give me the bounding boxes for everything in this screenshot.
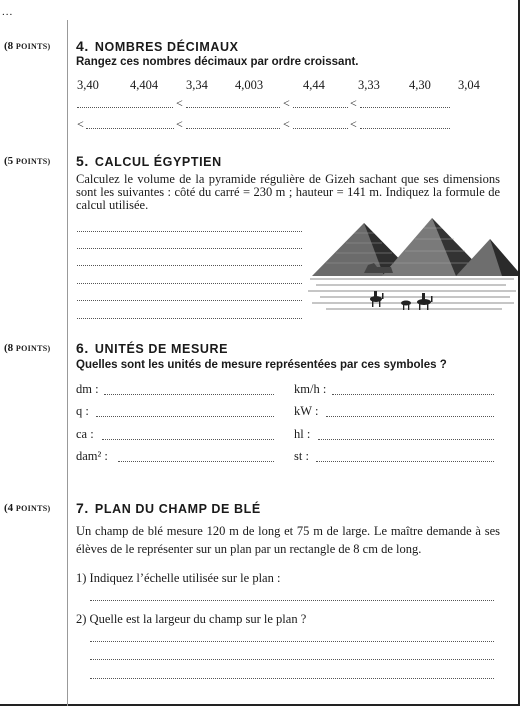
answer-line[interactable] (77, 300, 302, 301)
answer-blank[interactable] (318, 439, 494, 440)
decimal-number: 4,404 (130, 78, 159, 92)
answer-line[interactable] (77, 231, 302, 232)
answer-blank[interactable] (96, 416, 274, 417)
answer-blank[interactable] (332, 394, 494, 395)
unit-symbol: ca : (76, 427, 94, 441)
answer-line[interactable] (90, 659, 494, 660)
unit-symbol: dam² : (76, 449, 108, 463)
instruction-4: Rangez ces nombres décimaux par ordre croissant. (76, 56, 359, 68)
answer-blank[interactable] (293, 107, 348, 108)
points-label-6: (8 POINTS) (4, 342, 51, 354)
section-title-6: 6. UNITÉS DE MESURE (76, 340, 229, 356)
answer-line[interactable] (90, 600, 494, 601)
question-1: 1) Indiquez l’échelle utilisée sur le plan : (76, 571, 281, 585)
points-label-4: (8 POINTS) (4, 40, 51, 52)
unit-symbol: kW : (294, 404, 319, 418)
pyramids-illustration (306, 213, 518, 317)
problem-text-5: Calculez le volume de la pyramide régulière de Gizeh sachant que ses dimensions sont les suivantes : côté du carré = 230 m ; hauteur = 141 m. Indiquez la formule de calcul utilisée. (76, 172, 500, 212)
unit-symbol: hl : (294, 427, 311, 441)
decimal-number: 4,44 (303, 78, 325, 92)
answer-blank[interactable] (186, 107, 280, 108)
less-than-sign: < (77, 117, 84, 131)
answer-blank[interactable] (86, 128, 174, 129)
margin-rule (67, 20, 68, 706)
answer-blank[interactable] (118, 461, 274, 462)
less-than-sign: < (283, 96, 290, 110)
unit-symbol: q : (76, 404, 89, 418)
decimal-number: 3,34 (186, 78, 208, 92)
answer-line[interactable] (90, 678, 494, 679)
answer-blank[interactable] (77, 107, 173, 108)
answer-line[interactable] (90, 641, 494, 642)
problem-text-7: Un champ de blé mesure 120 m de long et 75 m de large. Le maître demande à ses élèves de le représenter sur un plan par un rectangle de 8 cm de long. (76, 524, 500, 556)
answer-line[interactable] (77, 318, 302, 319)
corner-mark: ... (2, 6, 14, 18)
points-label-7: (4 POINTS) (4, 502, 51, 514)
answer-line[interactable] (77, 248, 302, 249)
question-2: 2) Quelle est la largeur du champ sur le plan ? (76, 612, 307, 626)
points-label-5: (5 POINTS) (4, 155, 51, 167)
unit-symbol: st : (294, 449, 309, 463)
decimal-number: 3,04 (458, 78, 480, 92)
less-than-sign: < (283, 117, 290, 131)
decimal-number: 4,003 (235, 78, 264, 92)
decimal-number: 3,33 (358, 78, 380, 92)
unit-symbol: km/h : (294, 382, 327, 396)
less-than-sign: < (350, 117, 357, 131)
answer-blank[interactable] (186, 128, 280, 129)
answer-blank[interactable] (360, 128, 450, 129)
less-than-sign: < (176, 117, 183, 131)
less-than-sign: < (350, 96, 357, 110)
less-than-sign: < (176, 96, 183, 110)
answer-blank[interactable] (293, 128, 348, 129)
unit-symbol: dm : (76, 382, 99, 396)
section-title-4: 4. NOMBRES DÉCIMAUX (76, 38, 239, 54)
decimal-number: 3,40 (77, 78, 99, 92)
answer-blank[interactable] (102, 439, 274, 440)
decimal-number: 4,30 (409, 78, 431, 92)
answer-line[interactable] (77, 265, 302, 266)
section-title-7: 7. PLAN DU CHAMP DE BLÉ (76, 500, 261, 516)
answer-line[interactable] (77, 283, 302, 284)
answer-blank[interactable] (360, 107, 450, 108)
answer-blank[interactable] (104, 394, 274, 395)
instruction-6: Quelles sont les unités de mesure représentées par ces symboles ? (76, 359, 447, 371)
answer-blank[interactable] (316, 461, 494, 462)
section-title-5: 5. CALCUL ÉGYPTIEN (76, 153, 222, 169)
answer-blank[interactable] (326, 416, 494, 417)
